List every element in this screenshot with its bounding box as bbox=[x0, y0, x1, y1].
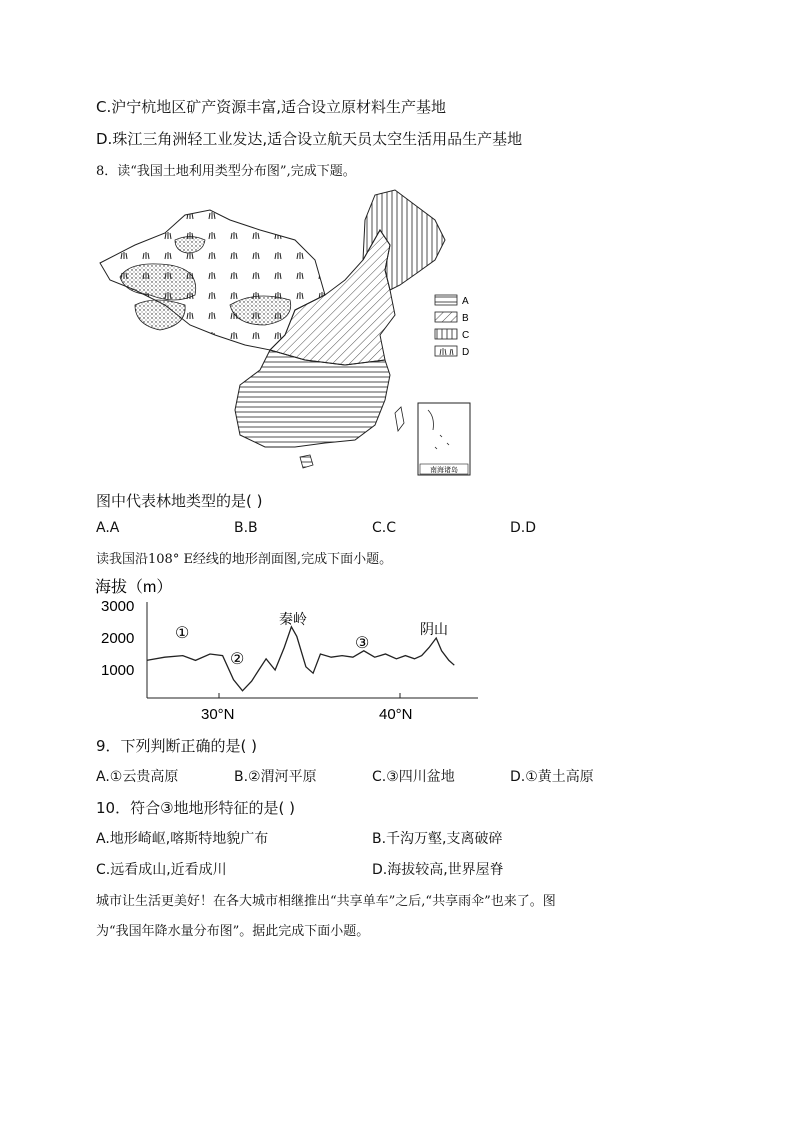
profile-intro: 读我国沿108° E经线的地形剖面图,完成下面小题。 bbox=[96, 552, 393, 567]
rain-intro-line2: 为“我国年降水量分布图”。据此完成下面小题。 bbox=[96, 924, 370, 939]
xtick-label-30: 30°N bbox=[201, 706, 235, 723]
q7-option-c: C.沪宁杭地区矿产资源丰富,适合设立原材料生产基地 bbox=[96, 98, 447, 116]
q8-intro: 8．读“我国土地利用类型分布图”,完成下题。 bbox=[96, 164, 356, 179]
land-use-map bbox=[95, 185, 485, 485]
q10-option-b: B.千沟万壑,支离破碎 bbox=[372, 831, 503, 847]
q8-option-a: A.A bbox=[96, 520, 120, 536]
legend-label-b: B bbox=[462, 313, 469, 324]
taiwan-island bbox=[395, 407, 404, 431]
label-circle-2: ② bbox=[230, 651, 245, 668]
q9-option-c: C.③四川盆地 bbox=[372, 769, 455, 785]
terrain-profile-chart bbox=[95, 572, 495, 727]
inset-label: 南海诸岛 bbox=[430, 467, 458, 474]
ytick-2000: 2000 bbox=[101, 630, 135, 647]
label-yinshan: 阴山 bbox=[420, 621, 448, 637]
q10-option-d: D.海拔较高,世界屋脊 bbox=[372, 862, 504, 878]
region-a bbox=[235, 350, 390, 447]
q9-option-a: A.①云贵高原 bbox=[96, 769, 179, 785]
label-circle-1: ① bbox=[175, 625, 190, 642]
label-circle-3: ③ bbox=[355, 635, 370, 652]
ytick-3000: 3000 bbox=[101, 598, 135, 615]
desert-1 bbox=[120, 264, 196, 300]
q10-question: 10．符合③地地形特征的是( ) bbox=[96, 799, 296, 817]
map-legend bbox=[435, 295, 469, 358]
q8-option-b: B.B bbox=[234, 520, 258, 536]
elevation-line bbox=[147, 627, 455, 691]
chart-ylabel: 海拔（m） bbox=[95, 579, 173, 596]
q10-option-a: A.地形崎岖,喀斯特地貌广布 bbox=[96, 831, 269, 847]
label-qinling: 秦岭 bbox=[279, 611, 307, 627]
q9-option-d: D.①黄土高原 bbox=[510, 769, 594, 785]
q8-question: 图中代表林地类型的是( ) bbox=[96, 492, 263, 510]
q7-option-d: D.珠江三角洲轻工业发达,适合设立航天员太空生活用品生产基地 bbox=[96, 130, 523, 148]
south-china-sea-inset bbox=[418, 403, 470, 475]
xtick-label-40: 40°N bbox=[379, 706, 413, 723]
ytick-1000: 1000 bbox=[101, 662, 135, 679]
legend-label-c: C bbox=[462, 330, 470, 341]
legend-label-d: D bbox=[462, 347, 470, 358]
legend-label-a: A bbox=[462, 296, 469, 307]
q8-option-c: C.C bbox=[372, 520, 397, 536]
q9-option-b: B.②渭河平原 bbox=[234, 769, 317, 785]
q8-option-d: D.D bbox=[510, 520, 537, 536]
q9-question: 9．下列判断正确的是( ) bbox=[96, 737, 258, 755]
q10-option-c: C.远看成山,近看成川 bbox=[96, 862, 227, 878]
desert-3 bbox=[135, 300, 185, 330]
rain-intro-line1: 城市让生活更美好！在各大城市相继推出“共享单车”之后,“共享雨伞”也来了。图 bbox=[96, 894, 556, 909]
hainan-island bbox=[300, 455, 313, 468]
